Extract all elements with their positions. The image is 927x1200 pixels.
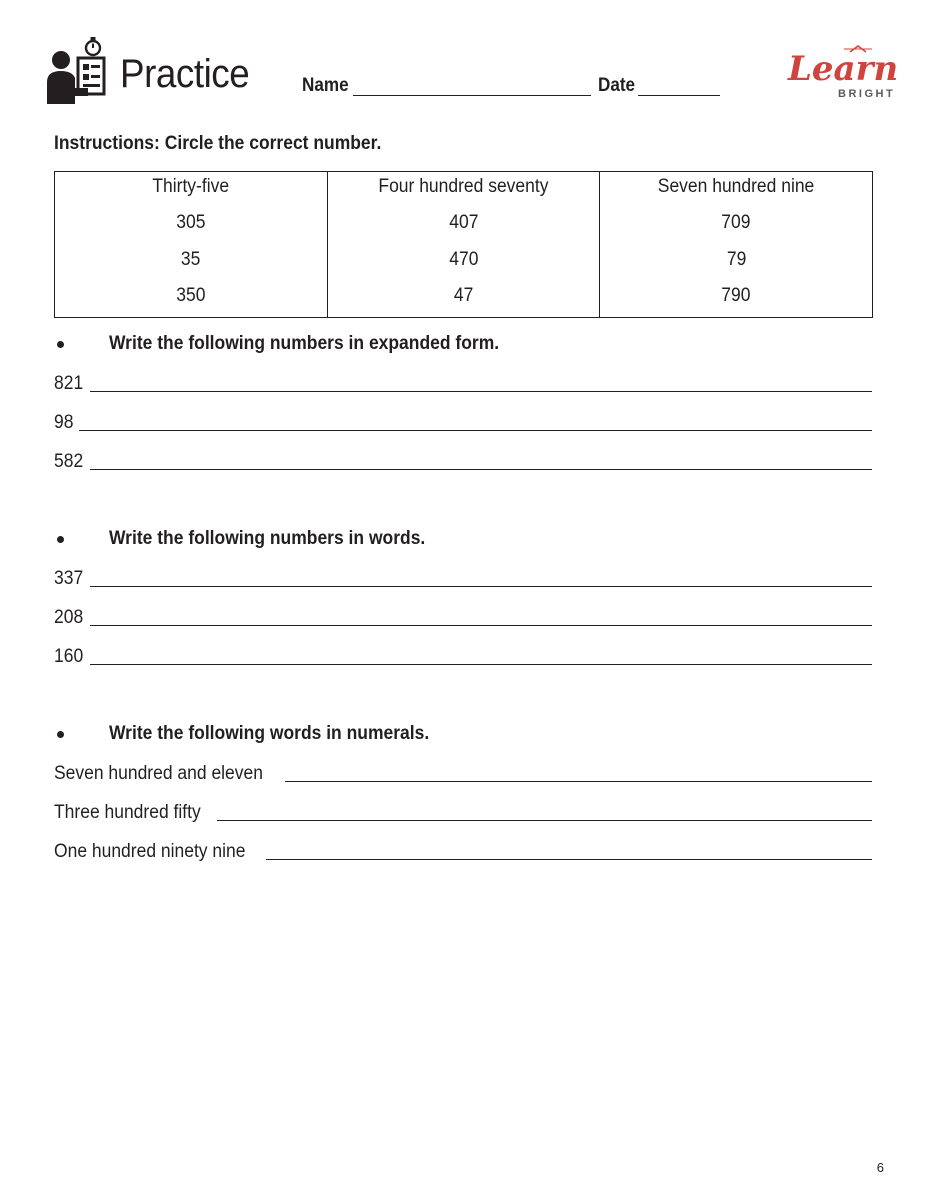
answer-line[interactable] (90, 469, 872, 470)
table-column (55, 172, 327, 317)
date-field[interactable] (638, 95, 720, 96)
column-heading: Seven hundred nine (657, 176, 815, 197)
number-option[interactable]: 709 (721, 212, 751, 234)
number-option[interactable]: 305 (176, 212, 206, 234)
section-heading-text: Write the following numbers in words. (109, 528, 426, 549)
answer-line[interactable] (90, 664, 872, 665)
logo-subtext: BRIGHT (838, 88, 896, 100)
answer-prompt: 337 (54, 568, 84, 589)
column-heading: Thirty-five (152, 176, 230, 197)
answer-prompt: Seven hundred and eleven (54, 763, 263, 784)
answer-row (54, 604, 872, 630)
number-option[interactable]: 790 (721, 284, 751, 306)
answer-prompt: 208 (54, 607, 84, 628)
number-option[interactable]: 47 (453, 284, 474, 306)
bullet-icon (57, 731, 64, 738)
name-label: Name (302, 75, 349, 96)
number-option[interactable]: 407 (448, 212, 479, 234)
answer-line[interactable] (79, 430, 872, 431)
answer-row (54, 799, 872, 825)
answer-row (54, 448, 872, 474)
instructions: Instructions: Circle the correct number. (54, 133, 382, 154)
name-field[interactable] (353, 95, 591, 96)
answer-prompt: One hundred ninety nine (54, 841, 246, 862)
answer-row (54, 643, 872, 669)
number-option[interactable]: 470 (448, 248, 479, 270)
date-label: Date (598, 75, 636, 96)
answer-row (54, 409, 872, 435)
bullet-icon (57, 536, 64, 543)
column-heading: Four hundred seventy (378, 176, 549, 197)
answer-line[interactable] (285, 781, 872, 782)
practice-icon (44, 36, 108, 106)
answer-prompt: 98 (54, 412, 74, 433)
answer-prompt: Three hundred fifty (54, 802, 201, 823)
answer-line[interactable] (90, 625, 872, 626)
table-column (327, 172, 600, 317)
answer-line[interactable] (90, 391, 872, 392)
page-number: 6 (876, 1160, 884, 1175)
answer-row (54, 370, 872, 396)
section-heading-text: Write the following words in numerals. (109, 723, 430, 744)
table-column (599, 172, 872, 317)
learn-bright-logo (786, 42, 898, 100)
answer-prompt: 582 (54, 451, 84, 472)
answer-line[interactable] (217, 820, 872, 821)
number-option[interactable]: 79 (726, 248, 746, 270)
answer-row (54, 838, 872, 864)
answer-prompt: 821 (54, 373, 84, 394)
number-option[interactable]: 350 (176, 284, 206, 306)
answer-line[interactable] (266, 859, 872, 860)
answer-row (54, 760, 872, 786)
answer-row (54, 565, 872, 591)
page-title: Practice (120, 52, 250, 96)
answer-line[interactable] (90, 586, 872, 587)
number-table (54, 171, 873, 318)
answer-prompt: 160 (54, 646, 84, 667)
bullet-icon (57, 341, 64, 348)
logo-text: Learn (788, 49, 898, 89)
section-heading-text: Write the following numbers in expanded form. (109, 333, 500, 354)
number-option[interactable]: 35 (181, 248, 201, 270)
